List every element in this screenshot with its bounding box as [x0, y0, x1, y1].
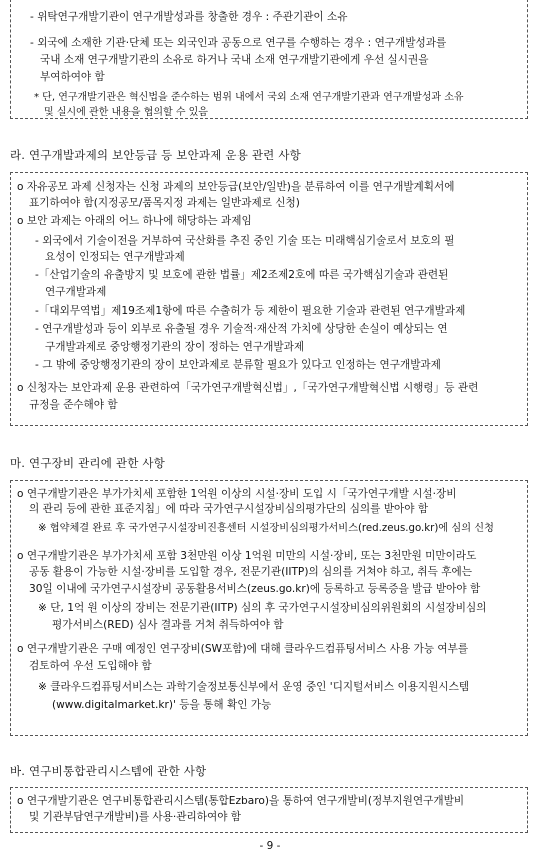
box1-note-1: * 단, 연구개발기관은 혁신법을 준수하는 범위 내에서 국외 소재 연구개발기관과 연구개발성과 소유	[34, 92, 464, 103]
ma-line-2: 의 관리 등에 관한 표준지침」에 따라 국가연구시설장비심의평가단의 심의를 받아야 함	[29, 503, 429, 515]
ma-line-10: 검토하여 우선 도입해야 함	[29, 660, 152, 672]
ra-line-13: 규정을 준수해야 함	[29, 399, 118, 411]
page-number: - 9 -	[259, 840, 281, 852]
ma-line-4: o 연구개발기관은 부가가치세 포함 3천만원 이상 1억원 미만의 시설·장비, 또는 3천만원 미만이라도	[17, 550, 477, 562]
ra-line-2: 표기하여야 함(지정공모/품목지정 과제는 일반과제로 신청)	[29, 197, 300, 209]
ba-line-1: o 연구개발기관은 연구비통합관리시스템(통합Ezbaro)을 통하여 연구개발비(정부지원연구개발비	[17, 795, 465, 807]
section-heading-equipment: 마. 연구장비 관리에 관한 사항	[10, 456, 165, 470]
ra-line-11: - 그 밖에 중앙행정기관의 장이 보안과제로 분류할 필요가 있다고 인정하는 연구개발과제	[35, 359, 441, 371]
ra-line-8: -「대외무역법」제19조제1항에 따른 수출허가 등 제한이 필요한 기술과 관련된 연구개발과제	[35, 305, 466, 317]
box1-line-2: - 외국에 소재한 기관·단체 또는 외국인과 공동으로 연구를 수행하는 경우 : 연구개발성과를	[30, 37, 447, 49]
ra-line-4: - 외국에서 기술이전을 거부하여 국산화를 추진 중인 기술 또는 미래핵심기술로서 보호의 필	[35, 235, 455, 247]
ma-line-9: o 연구개발기관은 구매 예정인 연구장비(SW포함)에 대해 클라우드컴퓨팅서비스 사용 가능 여부를	[17, 643, 469, 655]
ra-line-9: - 연구개발성과 등이 외부로 유출될 경우 기술적·재산적 가치에 상당한 손실이 예상되는 연	[35, 323, 448, 335]
ma-line-3: ※ 협약체결 완료 후 국가연구시설장비진흥센터 시설장비심의평가서비스(red.zeus.go.kr)에 심의 신청	[38, 523, 494, 534]
box1-line-1: - 위탁연구개발기관이 연구개발성과를 창출한 경우 : 주관기관이 소유	[30, 11, 348, 23]
section-heading-security: 라. 연구개발과제의 보안등급 등 보안과제 운용 관련 사항	[10, 148, 301, 162]
ra-line-10: 구개발과제로 중앙행정기관의 장이 정하는 연구개발과제	[45, 341, 305, 353]
ma-line-11: ※ 클라우드컴퓨팅서비스는 과학기술정보통신부에서 운영 중인 '디지털서비스 이용지원시스템	[38, 681, 470, 693]
ma-line-1: o 연구개발기관은 부가가치세 포함한 1억원 이상의 시설·장비 도입 시「국가연구개발 시설·장비	[17, 488, 457, 500]
ra-line-12: o 신청자는 보안과제 운용 관련하여「국가연구개발혁신법」,「국가연구개발혁신법 시행령」등 관련	[17, 382, 479, 394]
ra-line-5: 요성이 인정되는 연구개발과제	[45, 251, 185, 263]
box1-note-2: 및 실시에 관한 내용을 협의할 수 있음	[44, 107, 208, 118]
ra-line-6: -「산업기술의 유출방지 및 보호에 관한 법률」제2조제2호에 따른 국가핵심기술과 관련된	[35, 269, 449, 281]
ra-line-3: o 보안 과제는 아래의 어느 하나에 해당하는 과제임	[17, 215, 252, 227]
box1-line-3: 국내 소재 연구개발기관의 소유로 하거나 국내 소재 연구개발기관에게 우선 실시권을	[40, 54, 429, 66]
box1-line-4: 부여하여야 함	[40, 71, 105, 83]
ma-line-12: (www.digitalmarket.kr)' 등을 통해 확인 가능	[52, 699, 272, 711]
ma-line-8: 평가서비스(RED) 심사 결과를 거쳐 취득하여야 함	[52, 619, 284, 631]
section-heading-funds-system: 바. 연구비통합관리시스템에 관한 사항	[10, 764, 207, 778]
ra-line-1: o 자유공모 과제 신청자는 신청 과제의 보안등급(보안/일반)을 분류하여 이를 연구개발계획서에	[17, 181, 455, 193]
ra-line-7: 연구개발과제	[45, 286, 107, 298]
ma-line-7: ※ 단, 1억 원 이상의 장비는 전문기관(IITP) 심의 후 국가연구시설장비심의위원회의 시설장비심의	[38, 602, 487, 614]
ba-line-2: 및 기관부담연구개발비)를 사용·관리하여야 함	[29, 811, 242, 823]
ma-line-5: 공동 활용이 가능한 시설·장비를 도입할 경우, 전문기관(IITP)의 심의를 거쳐야 하고, 취득 후에는	[29, 566, 472, 578]
ma-line-6: 30일 이내에 국가연구시설장비 공동활용서비스(zeus.go.kr)에 등록하고 등록증을 발급 받아야 함	[29, 583, 481, 595]
